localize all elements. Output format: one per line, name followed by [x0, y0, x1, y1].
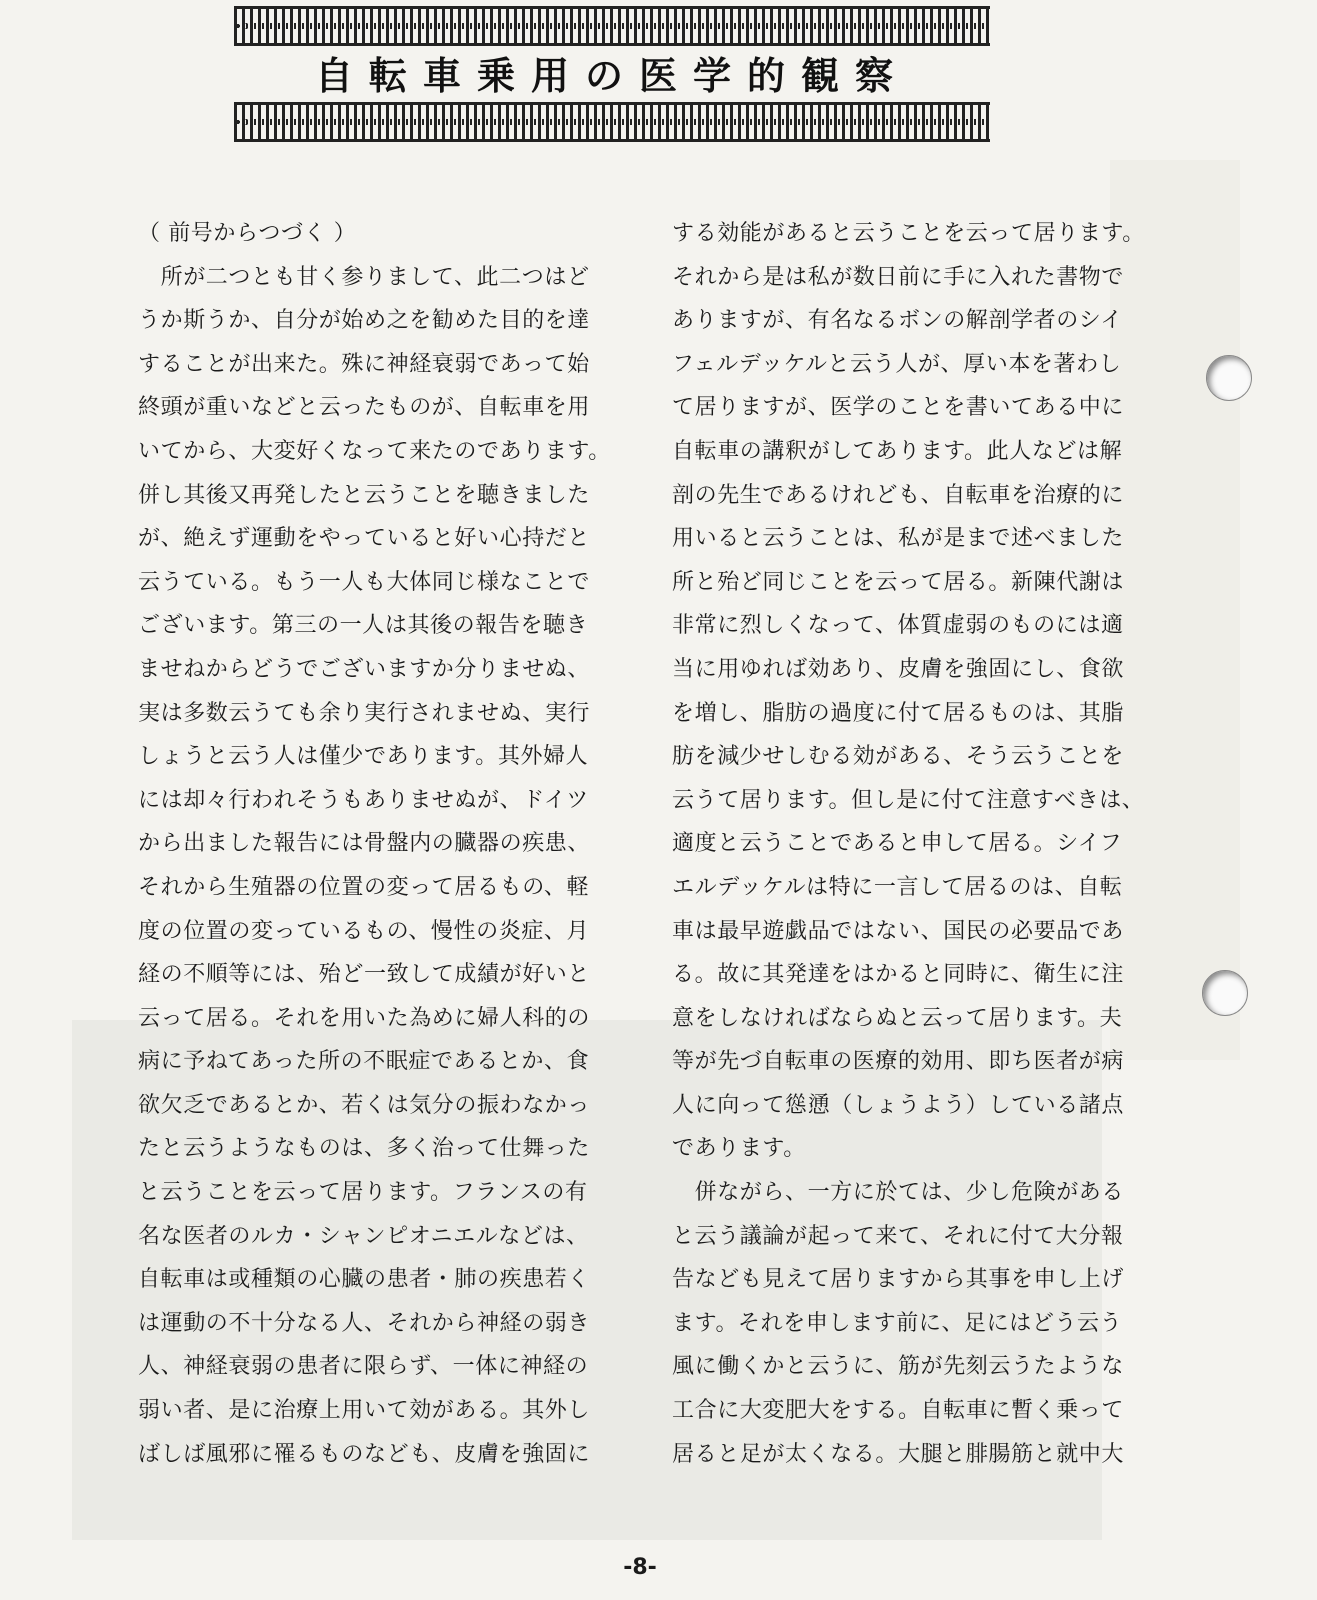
text-line: することが出来た。殊に神経衰弱であって始 [138, 351, 590, 377]
text-line: たと云うようなものは、多く治って仕舞った [138, 1136, 591, 1162]
text-line: る。故に其発達をはかると同時に、衛生に注 [672, 962, 1125, 988]
text-line: 剖の先生であるけれども、自転車を治療的に [672, 482, 1125, 508]
text-line: と云う議論が起って来て、それに付て大分報 [672, 1223, 1124, 1249]
text-line: ばしば風邪に罹るものなども、皮膚を強固に [138, 1441, 591, 1467]
text-line: 云うている。もう一人も大体同じ様なことで [138, 569, 591, 595]
text-line: （ 前号からつづく ） [138, 221, 357, 246]
text-line: それから生殖器の位置の変って居るもの、軽 [138, 874, 590, 900]
text-line: 所が二つとも甘く参りまして、此二つはど [138, 264, 590, 290]
text-line: ませねからどうでございますか分りませぬ、 [138, 656, 591, 682]
text-line: を増し、脂肪の過度に付て居るものは、其脂 [672, 700, 1125, 726]
text-line: 弱い者、是に治療上用いて効がある。其外し [138, 1398, 591, 1424]
ornamental-border-bottom [234, 102, 990, 142]
text-line: が、絶えず運動をやっていると好い心持だと [138, 526, 591, 552]
text-line: 人に向って慫慂（しょうよう）している諸点 [672, 1092, 1125, 1118]
text-line: ありますが、有名なるボンの解剖学者のシイ [672, 308, 1123, 334]
text-line: と云うことを云って居ります。フランスの有 [138, 1180, 588, 1206]
text-line: 当に用ゆれば効あり、皮膚を強固にし、食欲 [672, 656, 1125, 682]
text-line: 風に働くかと云うに、筋が先刻云うたような [672, 1354, 1125, 1380]
text-line: 車は最早遊戯品ではない、国民の必要品であ [672, 918, 1125, 944]
text-line: いてから、大変好くなって来たのであります。 [138, 438, 611, 464]
text-line: ございます。第三の一人は其後の報告を聴き [138, 613, 589, 639]
text-line: 用いると云うことは、私が是まで述べました [672, 526, 1125, 552]
title-banner [234, 6, 990, 140]
text-line: であります。 [672, 1136, 806, 1162]
text-line: 云うて居ります。但し是に付て注意すべきは、 [672, 787, 1145, 813]
punch-hole [1206, 355, 1252, 401]
text-line: 非常に烈しくなって、体質虚弱のものには適 [672, 613, 1124, 639]
text-line: 所と殆ど同じことを云って居る。新陳代謝は [672, 569, 1125, 595]
text-line: しょうと云う人は僅少であります。其外婦人 [138, 744, 589, 770]
text-line: 併ながら、一方に於ては、少し危険がある [672, 1180, 1125, 1206]
text-line: 併し其後又再発したと云うことを聴きました [138, 482, 591, 508]
text-line: 居ると足が太くなる。大腿と腓腸筋と就中大 [672, 1441, 1125, 1467]
text-line: 人、神経衰弱の患者に限らず、一体に神経の [138, 1354, 589, 1380]
left-text-column [138, 212, 618, 1476]
text-line: 終頭が重いなどと云ったものが、自転車を用 [138, 395, 591, 421]
text-line: それから是は私が数日前に手に入れた書物で [672, 264, 1125, 290]
right-text-column [672, 212, 1152, 1476]
page-title: 自転車乗用の医学的観察 [314, 54, 909, 98]
page-number: -8- [623, 1555, 657, 1580]
text-line: 肪を減少せしむる効がある、そう云うことを [672, 744, 1125, 770]
text-line: 自転車の講釈がしてあります。此人などは解 [672, 438, 1123, 464]
text-line: て居りますが、医学のことを書いてある中に [672, 395, 1125, 421]
text-line: 自転車は或種類の心臓の患者・肺の疾患若く [138, 1267, 591, 1293]
text-line: 度の位置の変っているもの、慢性の炎症、月 [138, 918, 590, 944]
text-line: 適度と云うことであると申して居る。シイフ [672, 831, 1123, 857]
text-line: うか斯うか、自分が始め之を勧めた目的を達 [138, 308, 591, 334]
text-line: ます。それを申します前に、足にはどう云う [672, 1310, 1123, 1336]
ornamental-border-top [234, 6, 990, 46]
text-line: 欲欠乏であるとか、若くは気分の振わなかっ [138, 1092, 591, 1118]
text-line: には却々行われそうもありませぬが、ドイツ [138, 787, 589, 813]
text-line: 工合に大変肥大をする。自転車に暫く乗って [672, 1398, 1125, 1424]
text-line: 意をしなければならぬと云って居ります。夫 [672, 1005, 1123, 1031]
text-line: する効能があると云うことを云って居ります。 [672, 221, 1145, 246]
text-line: 名な医者のルカ・シャンピオニエルなどは、 [138, 1223, 589, 1249]
text-line: 告なども見えて居りますから其事を申し上げ [672, 1267, 1125, 1293]
text-line: は運動の不十分なる人、それから神経の弱き [138, 1310, 591, 1336]
text-line: 病に予ねてあった所の不眠症であるとか、食 [138, 1049, 590, 1075]
text-line: フェルデッケルと云う人が、厚い本を著わし [672, 351, 1122, 377]
text-line: 実は多数云うても余り実行されませぬ、実行 [138, 700, 591, 726]
text-line: 経の不順等には、殆ど一致して成績が好いと [138, 962, 591, 988]
text-line: エルデッケルは特に一言して居るのは、自転 [672, 874, 1123, 900]
text-line: から出ました報告には骨盤内の臓器の疾患、 [138, 831, 591, 857]
punch-hole [1202, 970, 1248, 1016]
text-line: 云って居る。それを用いた為めに婦人科的の [138, 1005, 591, 1031]
text-line: 等が先づ自転車の医療的効用、即ち医者が病 [672, 1049, 1125, 1075]
